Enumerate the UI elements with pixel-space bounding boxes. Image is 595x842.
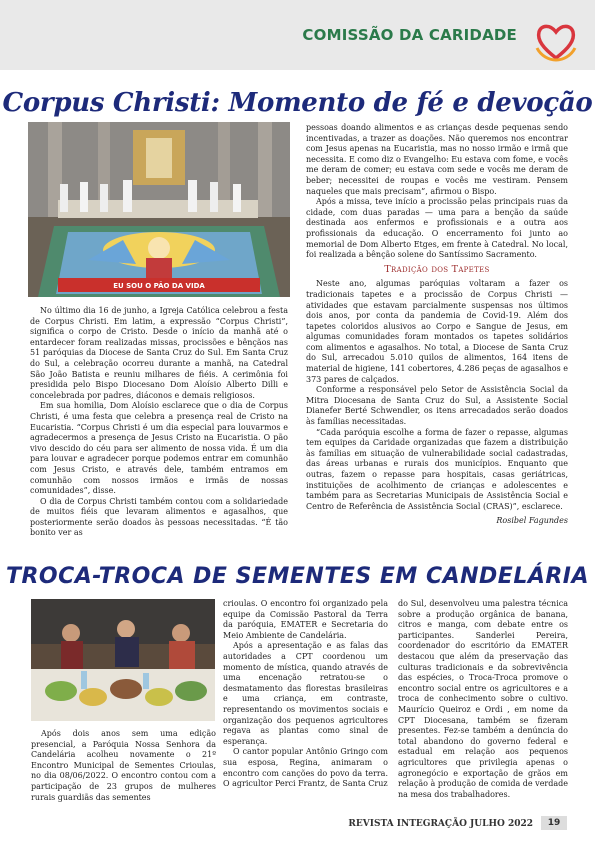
cathedral-carpet-photo	[28, 122, 290, 297]
subheading-tradicao-dos-tapetes: Tradição dos Tapetes	[384, 263, 490, 275]
paragraph: O cantor popular Antônio Gringo com sua esposa, Regina, animaram o encontro com canções do povo da terra. O agricultor Perci Frantz, de Santa Cruz	[223, 747, 388, 789]
article1-column-2	[306, 123, 568, 527]
article1-column-1	[30, 306, 288, 539]
article2-column-1	[31, 729, 216, 803]
heart-hands-logo-icon	[533, 18, 579, 64]
author-byline: Rosibel Fagundes	[496, 516, 568, 526]
paragraph: crioulas. O encontro foi organizado pela equipe da Comissão Pastoral da Terra da paróquia, EMATER e Secretaria do Meio Ambiente de Candelária.	[223, 599, 388, 640]
seed-exchange-photo	[31, 599, 215, 721]
article2-column-3	[398, 599, 568, 800]
paragraph: “Cada paróquia escolhe a forma de fazer o repasse, algumas tem equipes da Caridade organizadas que fazem a distribuição às famílias em situação de vulnerabilidade social cadastradas, das áreas urbanas e rurais dos municípios. Enquanto que outras, fazem o repasse para hospitais, casas geriátricas, instituições de acolhimento de crianças e adolescentes e também para as Secretarias Municipais de Assistência Social e Centro de Referência de Assistência Social (CRAS)”, esclarece.	[306, 427, 568, 511]
paragraph: Em sua homilia, Dom Aloísio esclarece que o dia de Corpus Christi, é uma festa que celebra a presença real de Cristo na Eucaristia. “Corpus Christi é um dia especial para louvarmos e agradecermos a presença de Jesus Cristo na Eucaristia. O pão vivo descido do céu para ser alimento de nossa vida. É um dia para louvar e agradecer porque podemos entrar em comunhão com Jesus Cristo, e através dele, também entramos em comunhão com nossos irmãos e irmãs de nossas comunidades”, disse.	[30, 401, 288, 496]
paragraph: do Sul, desenvolveu uma palestra técnica sobre a produção orgânica de banana, citros e manga, com debate entre os participantes. Sanderlei Pereira, coordenador do escritório da EMATER destacou que além da preservação das culturas tradicionais e da sobrevivência das espécies, o Troca-Troca promove o encontro social entre os agricultores e a troca de conhecimento sobre o cultivo. Maurício Queiroz e Ordi , em nome da CPT Diocesana, também se fizeram presentes. Fez-se também a denúncia do total abandono do governo federal e estadual em relação aos pequenos agricultores que privilegia apenas o agronegócio e exportação de grãos em relação à produção de comida de verdade na mesa dos trabalhadores.	[398, 599, 568, 799]
paragraph: No último dia 16 de junho, a Igreja Católica celebrou a festa de Corpus Christi. Em latim, a expressão “Corpus Christi”, significa o corpo de Cristo. Desde o início da manhã até o entardecer foram realizadas missas, procissões e bênçãos nas 51 paróquias da Diocese de Santa Cruz do Sul. Em Santa Cruz do Sul, a celebração ocorreu durante a manhã, na Catedral São João Batista e reuniu milhares de fiéis. A cerimônia foi presidida pelo Bispo Diocesano Dom Aloísio Alberto Dilli e concelebrada por padres, diáconos e demais religiosos.	[30, 306, 288, 400]
article-title-corpus-christi: Corpus Christi: Momento de fé e devoção	[2, 88, 593, 118]
carpet-text: EU SOU O PÃO DA VIDA	[113, 282, 205, 290]
page-footer	[0, 812, 595, 842]
paragraph: pessoas doando alimentos e as crianças desde pequenas sendo incentivadas, a trazer as doações. Não queremos nos encontrar com Jesus apenas na Eucaristia, mas no nosso irmão e irmã que necessita. E como diz o Evangelho: Eu estava com fome, e vocês me deram de comer; eu estava com sede e vocês me deram de beber; necessitei de roupas e vocês me vestiram. Pensem naqueles que mais precisam”, afirmou o Bispo.	[306, 123, 568, 196]
paragraph: O dia de Corpus Christi também contou com a solidariedade de muitos fiéis que levaram alimentos e agasalhos, que posteriormente serão doados às pessoas necessitadas. “É tão bonito ver as	[30, 496, 288, 538]
section-label: COMISSÃO DA CARIDADE	[302, 26, 517, 44]
magazine-issue-label: REVISTA INTEGRAÇÃO JULHO 2022	[348, 819, 533, 829]
paragraph: Neste ano, algumas paróquias voltaram a fazer os tradicionais tapetes e a procissão de Corpus Christi —atividades que estavam parcialmente suspensas nos últimos dois anos, por conta da pandemia de Covid-19. Além dos tapetes coloridos alusivos ao Corpo e Sangue de Jesus, em algumas comunidades foram montados os tapetes solidários com alimentos e agasalhos. No total, a Diocese de Santa Cruz do Sul, arrecadou 5.010 quilos de alimentos, 164 itens de material de higiene, 141 cobertores, 4.286 peças de agasalhos e 373 pares de calçados.	[306, 279, 568, 384]
paragraph: Após dois anos sem uma edição presencial, a Paróquia Nossa Senhora da Candelária acolheu novamente o 21º Encontro Municipal de Sementes Crioulas, no dia 08/06/2022. O encontro contou com a participação de 23 grupos de mulheres rurais guardiãs das sementes	[31, 729, 216, 802]
paragraph: Conforme a responsável pelo Setor de Assistência Social da Mitra Diocesana de Santa Cruz do Sul, a Assistente Social Dianefer Berté Schwendler, os itens arrecadados serão doados às famílias necessitadas.	[306, 385, 568, 427]
paragraph: Após a missa, teve início a procissão pelas principais ruas da cidade, com duas paradas — uma para a benção da saúde destinada aos enfermos e profissionais e a outra aos profissionais da educação. O encerramento foi junto ao memorial de Dom Alberto Etges, em frente à Catedral. No local, foi realizada a bênção solene do Santíssimo Sacramento.	[306, 197, 568, 260]
article-title-troca-troca: TROCA-TROCA DE SEMENTES EM CANDELÁRIA	[5, 564, 590, 589]
paragraph: Após a apresentação e as falas das autoridades a CPT coordenou um momento de mística, quando através de uma encenação retratou-se o desmatamento das florestas brasileiras e uma criança, em contraste, representando os movimentos sociais e organização dos pequenos agricultores regava as plantas como sinal de esperança.	[223, 641, 388, 746]
page-number: 19	[541, 816, 567, 830]
article2-column-2	[223, 599, 388, 790]
